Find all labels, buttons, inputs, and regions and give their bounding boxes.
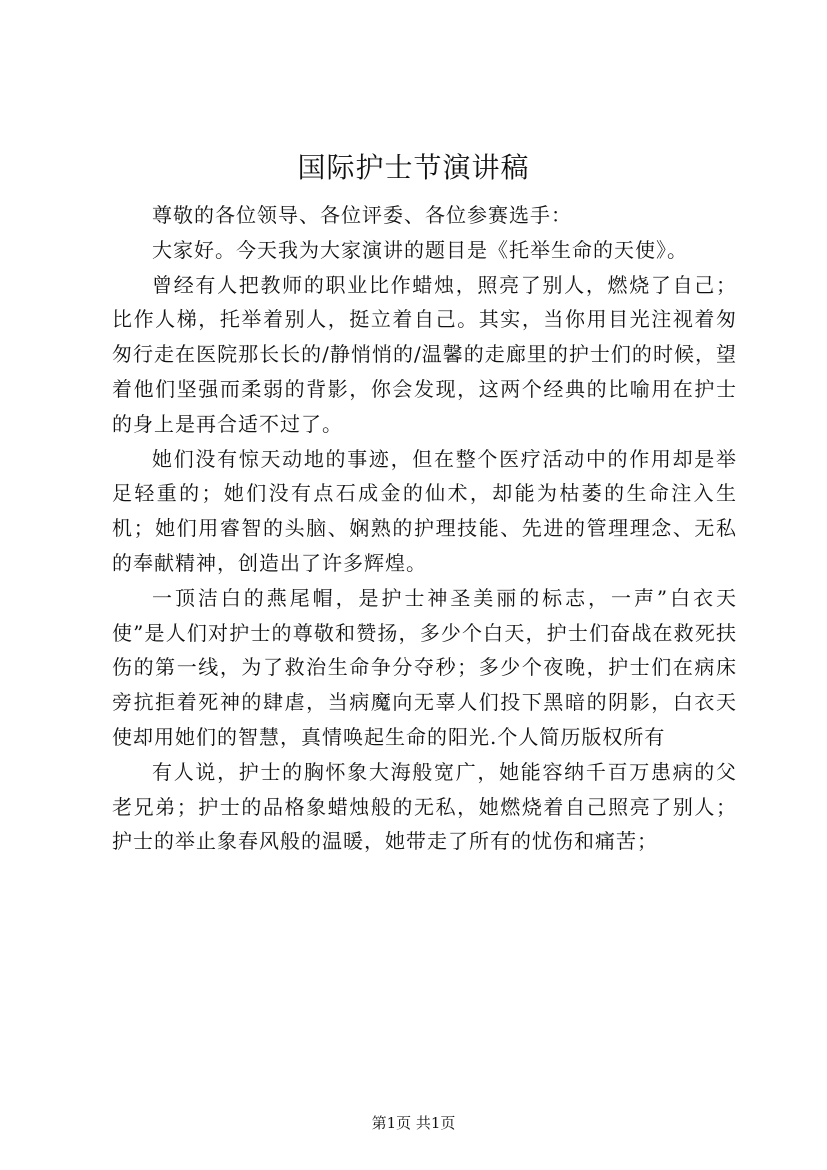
paragraph-metaphor: 曾经有人把教师的职业比作蜡烛，照亮了别人，燃烧了自己；比作人梯，托举着别人，挺立着自己。其实，当你用目光注视着匆匆行走在医院那长长的/静悄悄的/温馨的走廊里的护士们的时候，望着他们坚强而柔弱的背影，你会发现，这两个经典的比喻用在护士的身上是再合适不过了。: [112, 272, 737, 436]
document-body: [112, 198, 737, 859]
paragraph-angel: 一顶洁白的燕尾帽，是护士神圣美丽的标志，一声”白衣天使”是人们对护士的尊敬和赞扬，多少个白天，护士们奋战在救死扶伤的第一线，为了救治生命争分夺秒；多少个夜晚，护士们在病床旁抗拒着死神的肆虐，当病魔向无辜人们投下黑暗的阴影，白衣天使却用她们的智慧，真情唤起生命的阳光.个人简历版权所有: [112, 585, 737, 749]
paragraph-role: 她们没有惊天动地的事迹，但在整个医疗活动中的作用却是举足轻重的；她们没有点石成金的仙术，却能为枯萎的生命注入生机；她们用睿智的头脑、娴熟的护理技能、先进的管理理念、无私的奉献精神，创造出了许多辉煌。: [112, 446, 737, 575]
paragraph-greeting: 大家好。今天我为大家演讲的题目是《托举生命的天使》。: [152, 237, 688, 262]
paragraph-character: 有人说，护士的胸怀象大海般宽广，她能容纳千百万患病的父老兄弟；护士的品格象蜡烛般的无私，她燃烧着自己照亮了别人；护士的举止象春风般的温暖，她带走了所有的忧伤和痛苦；: [112, 759, 737, 854]
paragraph-salutation: 尊敬的各位领导、各位评委、各位参赛选手：: [152, 203, 572, 227]
page-footer: 第1页 共1页: [371, 1114, 456, 1132]
document-title: 国际护士节演讲稿: [297, 151, 530, 184]
